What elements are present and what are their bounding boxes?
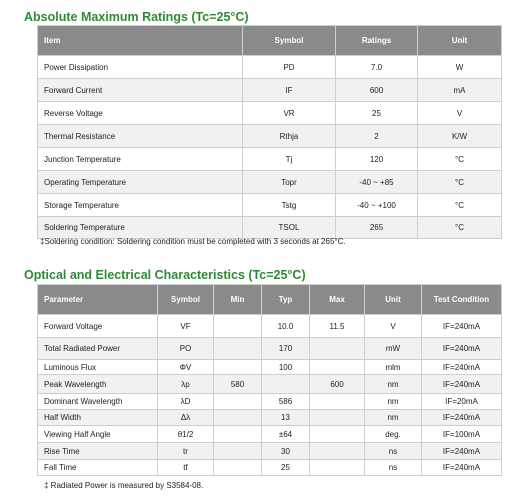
table-cell: Soldering Temperature xyxy=(38,217,243,239)
table-cell: IF=240mA xyxy=(422,460,502,476)
table-cell: ΦV xyxy=(158,360,214,375)
table-cell xyxy=(214,460,262,476)
table-cell xyxy=(214,443,262,460)
table-cell: Operating Temperature xyxy=(38,171,243,194)
table-cell xyxy=(310,443,365,460)
column-header-symbol: Symbol xyxy=(243,26,336,56)
table-cell: 100 xyxy=(262,360,310,375)
table-row xyxy=(38,315,502,338)
table-row xyxy=(38,426,502,443)
table-header-row xyxy=(38,285,502,315)
table-cell: IF=240mA xyxy=(422,443,502,460)
table-cell xyxy=(310,338,365,360)
absolute-ratings-table xyxy=(37,25,502,239)
optical-characteristics-table xyxy=(37,284,502,476)
table-cell: θ1/2 xyxy=(158,426,214,443)
table-cell: 11.5 xyxy=(310,315,365,338)
table-row xyxy=(38,171,502,194)
column-header-unit: Unit xyxy=(418,26,502,56)
table-cell: V xyxy=(365,315,422,338)
table-cell: IF=240mA xyxy=(422,410,502,426)
table-row xyxy=(38,148,502,171)
table-cell: ±64 xyxy=(262,426,310,443)
column-header-symbol: Symbol xyxy=(158,285,214,315)
table-cell: TSOL xyxy=(243,217,336,239)
table-row xyxy=(38,79,502,102)
table-cell: Topr xyxy=(243,171,336,194)
table-cell: 2 xyxy=(336,125,418,148)
column-header-ratings: Ratings xyxy=(336,26,418,56)
table-cell: IF xyxy=(243,79,336,102)
table-cell xyxy=(310,360,365,375)
table-cell: -40 ~ +100 xyxy=(336,194,418,217)
table-cell: Forward Voltage xyxy=(38,315,158,338)
table-row xyxy=(38,410,502,426)
table-cell: V xyxy=(418,102,502,125)
optical-characteristics-title: Optical and Electrical Characteristics (Tc=25°C) xyxy=(24,268,306,282)
soldering-note: ‡Soldering condition: Soldering condition must be completed with 3 seconds at 265°C. xyxy=(40,237,346,246)
table-row xyxy=(38,360,502,375)
table-row xyxy=(38,338,502,360)
table-cell: Thermal Resistance xyxy=(38,125,243,148)
table-row xyxy=(38,125,502,148)
column-header-item: Item xyxy=(38,26,243,56)
table-cell: IF=100mA xyxy=(422,426,502,443)
table-cell: tf xyxy=(158,460,214,476)
table-cell: °C xyxy=(418,217,502,239)
table-row xyxy=(38,394,502,410)
table-cell: Viewing Half Angle xyxy=(38,426,158,443)
table-cell xyxy=(214,315,262,338)
table-cell: λD xyxy=(158,394,214,410)
table-cell: VR xyxy=(243,102,336,125)
table-cell: W xyxy=(418,56,502,79)
table-cell: Total Radiated Power xyxy=(38,338,158,360)
table-cell: nm xyxy=(365,394,422,410)
table-cell: Tj xyxy=(243,148,336,171)
table-cell: 10.0 xyxy=(262,315,310,338)
table-cell: Rthja xyxy=(243,125,336,148)
table-cell: 25 xyxy=(336,102,418,125)
table-cell xyxy=(310,394,365,410)
table-row xyxy=(38,460,502,476)
table-cell xyxy=(214,426,262,443)
table-cell: Luminous Flux xyxy=(38,360,158,375)
column-header-test-condition: Test Condition xyxy=(422,285,502,315)
table-cell: tr xyxy=(158,443,214,460)
column-header-max: Max xyxy=(310,285,365,315)
table-cell: 265 xyxy=(336,217,418,239)
table-cell xyxy=(214,360,262,375)
table-cell: 30 xyxy=(262,443,310,460)
table-row xyxy=(38,375,502,394)
table-cell xyxy=(214,410,262,426)
table-cell: PD xyxy=(243,56,336,79)
table-cell: Junction Temperature xyxy=(38,148,243,171)
table-cell: K/W xyxy=(418,125,502,148)
table-cell: nm xyxy=(365,375,422,394)
table-cell: Power Dissipation xyxy=(38,56,243,79)
table-cell: ns xyxy=(365,460,422,476)
table-cell: ns xyxy=(365,443,422,460)
table-cell: 600 xyxy=(310,375,365,394)
table-cell: Tstg xyxy=(243,194,336,217)
table-cell: °C xyxy=(418,194,502,217)
table-row xyxy=(38,56,502,79)
table-cell: 580 xyxy=(214,375,262,394)
table-cell: IF=240mA xyxy=(422,338,502,360)
table-cell: 120 xyxy=(336,148,418,171)
table-cell: 170 xyxy=(262,338,310,360)
table-cell: °C xyxy=(418,171,502,194)
table-cell: VF xyxy=(158,315,214,338)
table-cell xyxy=(262,375,310,394)
table-cell: PO xyxy=(158,338,214,360)
table-cell: IF=240mA xyxy=(422,315,502,338)
table-row xyxy=(38,102,502,125)
table-cell: Peak Wavelength xyxy=(38,375,158,394)
table-cell: Fall Time xyxy=(38,460,158,476)
table-row xyxy=(38,194,502,217)
table-cell: Storage Temperature xyxy=(38,194,243,217)
column-header-parameter: Parameter xyxy=(38,285,158,315)
table-cell: Δλ xyxy=(158,410,214,426)
table-cell: λp xyxy=(158,375,214,394)
table-cell: °C xyxy=(418,148,502,171)
table-cell xyxy=(214,338,262,360)
table-cell: mlm xyxy=(365,360,422,375)
table-cell: 586 xyxy=(262,394,310,410)
table-cell: Reverse Voltage xyxy=(38,102,243,125)
table-cell: 25 xyxy=(262,460,310,476)
table-cell: Dominant Wavelength xyxy=(38,394,158,410)
table-cell: Half Width xyxy=(38,410,158,426)
column-header-min: Min xyxy=(214,285,262,315)
table-cell: Forward Current xyxy=(38,79,243,102)
table-cell: IF=20mA xyxy=(422,394,502,410)
table-cell: 13 xyxy=(262,410,310,426)
table-cell xyxy=(310,460,365,476)
table-cell: 7.0 xyxy=(336,56,418,79)
table-header-row xyxy=(38,26,502,56)
absolute-ratings-title: Absolute Maximum Ratings (Tc=25°C) xyxy=(24,10,249,24)
table-cell: -40 ~ +85 xyxy=(336,171,418,194)
table-cell: Rise Time xyxy=(38,443,158,460)
table-cell: mA xyxy=(418,79,502,102)
table-cell: deg. xyxy=(365,426,422,443)
table-cell: 600 xyxy=(336,79,418,102)
radiated-power-note: ‡ Radiated Power is measured by S3584-08. xyxy=(44,481,204,490)
column-header-typ: Typ xyxy=(262,285,310,315)
table-cell xyxy=(310,426,365,443)
table-row xyxy=(38,217,502,239)
column-header-unit: Unit xyxy=(365,285,422,315)
table-cell: IF=240mA xyxy=(422,360,502,375)
table-cell: mW xyxy=(365,338,422,360)
table-cell xyxy=(214,394,262,410)
table-row xyxy=(38,443,502,460)
table-cell: nm xyxy=(365,410,422,426)
table-cell xyxy=(310,410,365,426)
table-cell: IF=240mA xyxy=(422,375,502,394)
